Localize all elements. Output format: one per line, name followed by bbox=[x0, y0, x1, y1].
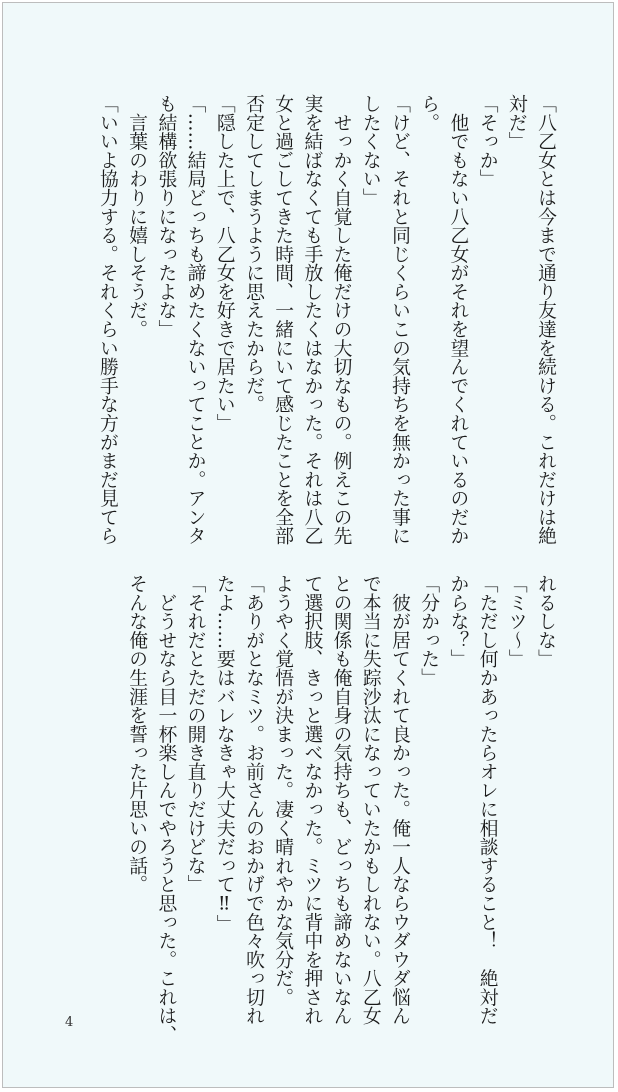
text-line: 「そっか」 bbox=[476, 94, 498, 188]
text-line: との関係も俺自身の気持ちも、どっちも諦めないなん bbox=[330, 574, 352, 1025]
text-line: たよ……要はバレなきゃ大丈夫だって‼」 bbox=[213, 574, 235, 934]
text-line: 言葉のわりに嬉しそうだ。 bbox=[126, 94, 148, 339]
text-line: 「……結局どっちも諦めたくないってことか。アンタ bbox=[184, 94, 206, 545]
text-line: からな？」 bbox=[447, 574, 469, 668]
text-line: 「ありがとなミツ。お前さんのおかげで色々吹っ切れ bbox=[242, 574, 264, 1025]
text-line: 否定してしまうように思えたからだ。 bbox=[242, 94, 264, 414]
text-line: ら。 bbox=[418, 94, 440, 132]
text-line: 「それだとただの開き直りだけどな」 bbox=[184, 574, 206, 894]
text-line: そんな俺の生涯を誓った片思いの話。 bbox=[126, 574, 148, 894]
book-page bbox=[2, 2, 614, 1088]
page-number: 4 bbox=[65, 1015, 74, 1030]
text-line: ようやく覚悟が決まった。凄く晴れやかな気分だ。 bbox=[272, 574, 294, 1007]
text-line: 他でもない八乙女がそれを望んでくれているのだか bbox=[447, 94, 469, 545]
text-line: 「ただし何かあったらオレに相談すること！ 絶対だ bbox=[476, 574, 498, 1025]
text-line: 「けど、それと同じくらいこの気持ちを無かった事に bbox=[388, 94, 410, 545]
text-line: せっかく自覚した俺だけの大切なもの。例えこの先 bbox=[330, 94, 352, 545]
text-line: 彼が居てくれて良かった。俺一人ならウダウダ悩ん bbox=[388, 574, 410, 1025]
text-block-lower bbox=[122, 574, 560, 1042]
text-line: 対だ」 bbox=[505, 94, 527, 151]
text-block-upper bbox=[93, 94, 560, 562]
text-line: 実を結ばなくても手放したくはなかった。それは八乙 bbox=[301, 94, 323, 545]
text-line: 女と過ごしてきた時間、一緒にいて感じたことを全部 bbox=[272, 94, 294, 545]
text-line: 「いいよ協力する。それくらい勝手な方がまだ見てら bbox=[96, 94, 118, 545]
text-line: で本当に失踪沙汰になっていたかもしれない。八乙女 bbox=[359, 574, 381, 1025]
text-line: 「八乙女とは今まで通り友達を続ける。これだけは絶 bbox=[535, 94, 556, 545]
text-line: れるしな」 bbox=[535, 574, 556, 668]
text-line: 「隠した上で、八乙女を好きで居たい」 bbox=[213, 94, 235, 433]
text-line: 「ミツ～」 bbox=[505, 574, 527, 668]
text-line: 「分かった」 bbox=[418, 574, 440, 687]
text-line: したくない」 bbox=[359, 94, 381, 207]
text-line: どうせなら目一杯楽しんでやろうと思った。これは、 bbox=[155, 574, 177, 1044]
text-line: て選択肢、きっと選べなかった。ミツに背中を押され bbox=[301, 574, 323, 1025]
text-line: も結構欲張りになったよな」 bbox=[155, 94, 177, 339]
